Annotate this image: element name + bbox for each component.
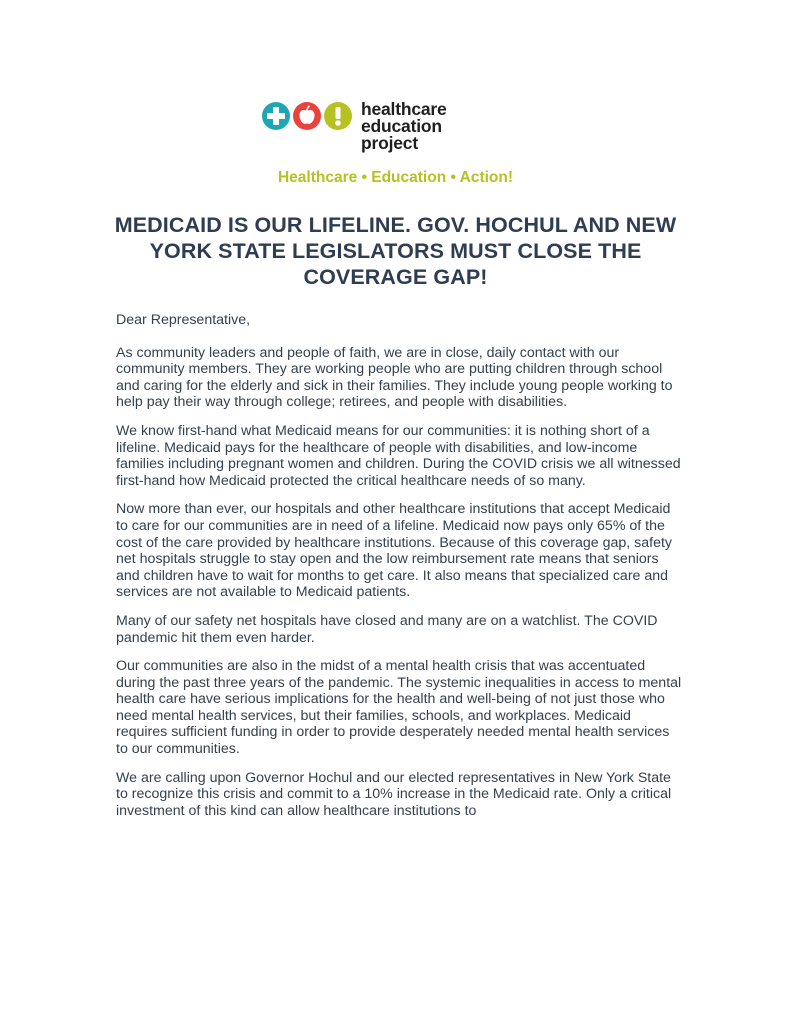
paragraph: Our communities are also in the midst of a mental health crisis that was accentuated during the past three years of the pandemic. The systemic inequalities in access to mental health care have serious implications for the health and well-being of not just those who need mental health services, but their families, schools, and workplaces. Medicaid requires sufficient funding in order to provide desperately needed mental health services to our communities. bbox=[116, 658, 682, 758]
organization-logo bbox=[262, 101, 447, 152]
paragraph: We know first-hand what Medicaid means for our communities: it is nothing short of a lifeline. Medicaid pays for the healthcare of people with disabilities, and low-income families including pregnant women and children. During the COVID crisis we all witnessed first-hand how Medicaid protected the critical healthcare needs of so many. bbox=[116, 422, 681, 489]
salutation: Dear Representative, bbox=[116, 312, 251, 328]
paragraph: We are calling upon Governor Hochul and our elected representatives in New York State to recognize this crisis and commit to a 10% increase in the Medicaid rate. Only a critical investment of this kind can allow healthcare institutions to bbox=[116, 769, 672, 819]
exclamation-icon bbox=[324, 102, 352, 130]
letter-title: MEDICAID IS OUR LIFELINE. GOV. HOCHUL AND NEW YORK STATE LEGISLATORS MUST CLOSE THE COVERAGE GAP! bbox=[114, 213, 677, 289]
plus-cross-icon bbox=[262, 102, 290, 130]
paragraph: As community leaders and people of faith, we are in close, daily contact with our community members. They are working people who are putting children through school and caring for the elderly and sick in their families. They include young people working to help pay their way through college; retirees, and people with disabilities. bbox=[116, 344, 673, 411]
logo-line-healthcare: healthcare bbox=[361, 99, 447, 119]
logo-wordmark bbox=[361, 101, 447, 152]
logo-line-project: project bbox=[361, 133, 418, 153]
logo-icons bbox=[262, 102, 352, 130]
letter-body bbox=[116, 312, 682, 831]
logo-line-education: education bbox=[361, 116, 442, 136]
tagline: Healthcare • Education • Action! bbox=[277, 169, 514, 186]
apple-icon bbox=[293, 102, 321, 130]
paragraph: Many of our safety net hospitals have closed and many are on a watchlist. The COVID pandemic hit them even harder. bbox=[116, 612, 658, 646]
paragraph: Now more than ever, our hospitals and other healthcare institutions that accept Medicaid to care for our communities are in need of a lifeline. Medicaid now pays only 65% of the cost of the care provided by healthcare institutions. Because of this coverage gap, safety net hospitals struggle to stay open and the low reimbursement rate means that seniors and children have to wait for months to get care. It also means that specialized care and services are not available to Medicaid patients. bbox=[116, 501, 673, 601]
